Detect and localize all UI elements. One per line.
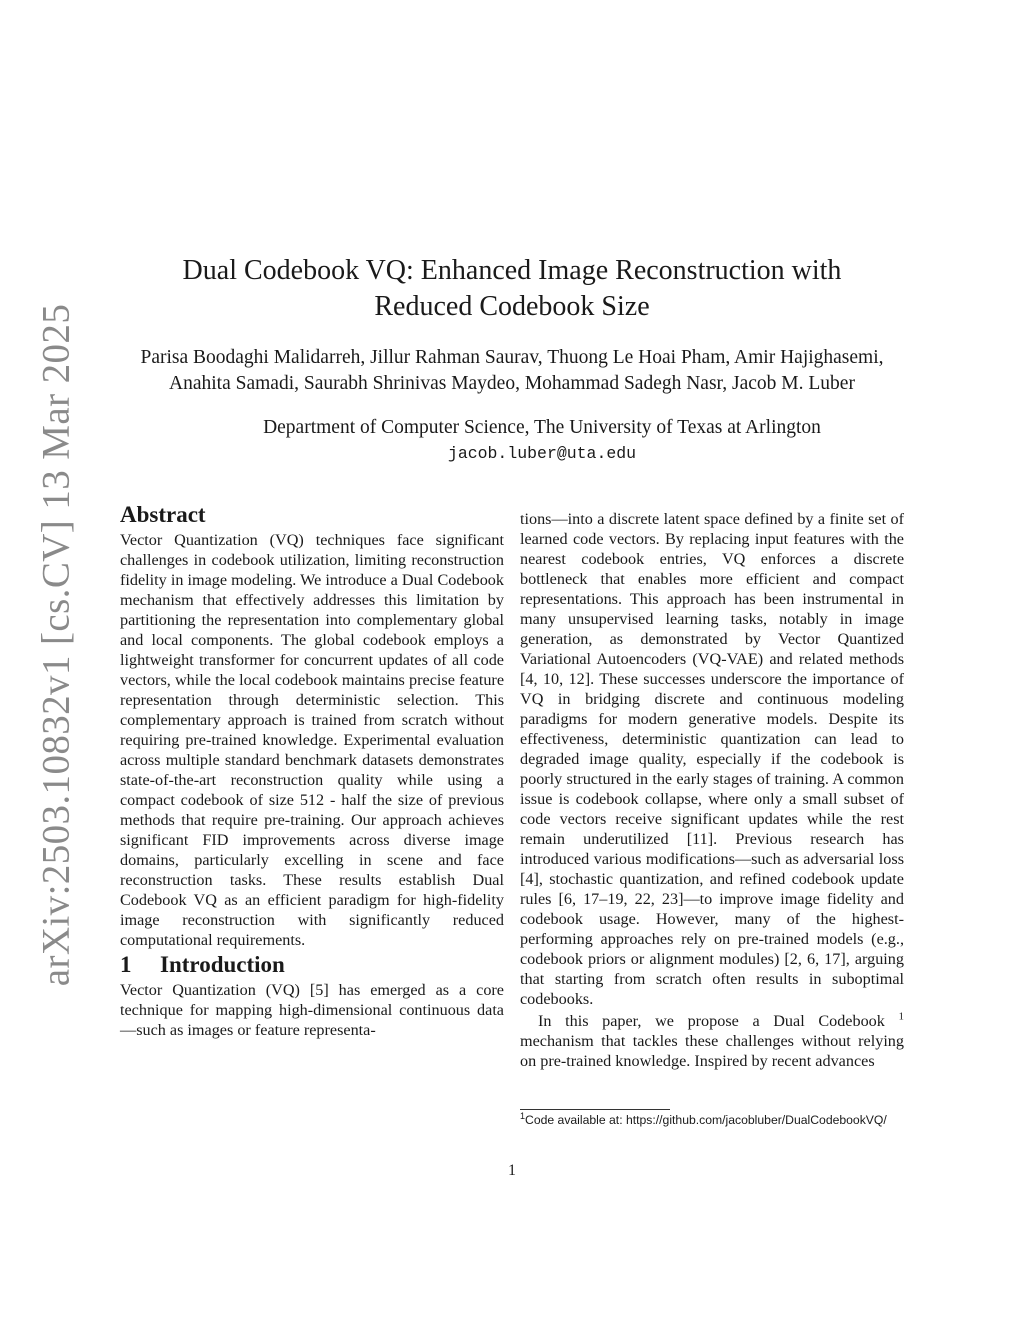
footnote-mark: 1 <box>520 1110 526 1121</box>
footnote-divider <box>520 1109 670 1110</box>
author-email: jacob.luber@uta.edu <box>447 444 637 463</box>
footnote-text[interactable]: Code available at: https://github.com/jacobluber/DualCodebookVQ/ <box>525 1113 887 1127</box>
abstract-body: Vector Quantization (VQ) techniques face significant challenges in codebook utilization, limiting reconstruction fidelity in image modeling. We introduce a Dual Codebook mechanism that effectively addresses this limitation by partitioning the representation into complementary global and local components. The global codebook employs a lightweight transformer for concurrent updates of all code vectors, while the local codebook maintains precise feature representation through deterministic selection. This complementary approach is trained from scratch without requiring pre-trained knowledge. Experimental evaluation across multiple standard benchmark datasets demonstrates state-of-the-art reconstruction quality while using a compact codebook of size 512 - half the size of previous methods that require pre-training. Our approach achieves significant FID improvements across diverse image domains, particularly excelling in scene and face reconstruction tasks. These results establish Dual Codebook VQ as an efficient paradigm for high-fidelity image reconstruction with significantly reduced computational requirements. <box>120 531 504 949</box>
para2-rest: mechanism that tackles these challenges without relying on pre-trained knowledge. Inspired by recent advances <box>520 1032 904 1070</box>
authors-line-1: Parisa Boodaghi Malidarreh, Jillur Rahman Saurav, Thuong Le Hoai Pham, Amir Hajighasemi, <box>140 347 884 368</box>
abstract-heading: Abstract <box>120 502 206 527</box>
title-line-1: Dual Codebook VQ: Enhanced Image Reconstruction with <box>182 255 842 286</box>
intro-paragraph-2 <box>520 1011 904 1071</box>
left-column <box>120 500 504 1040</box>
paper-title <box>110 253 914 325</box>
para2-start: In this paper, we propose a Dual Codebook <box>538 1012 885 1030</box>
introduction-heading <box>120 950 504 980</box>
author-list <box>110 345 914 397</box>
footnote-reference[interactable]: 1 <box>898 1010 904 1023</box>
section-title: Introduction <box>160 952 285 977</box>
department: Department of Computer Science, The University of Texas at Arlington <box>263 417 821 438</box>
section-number: 1 <box>120 952 132 977</box>
intro-paragraph-1-start: Vector Quantization (VQ) [5] has emerged as a core technique for mapping high-dimensional continuous data—such as images or feature representa- <box>120 981 504 1039</box>
affiliation-block <box>110 415 974 467</box>
right-column <box>520 509 904 1071</box>
intro-paragraph-1-continued: tions—into a discrete latent space defined by a finite set of learned code vectors. By replacing input features with the nearest codebook entries, VQ enforces a discrete bottleneck that enables more efficient and compact representations. This approach has been instrumental in many unsupervised learning tasks, notably in image generation, as demonstrated by Vector Quantized Variational Autoencoders (VQ-VAE) and related methods [4, 10, 12]. These successes underscore the importance of VQ in bridging discrete and continuous modeling paradigms for modern generative models. Despite its effectiveness, deterministic quantization can lead to degraded image quality, especially if the codebook is poorly structured in the early stages of training. A common issue is codebook collapse, where only a small subset of code vectors receive significant updates while the rest remain underutilized [11]. Previous research has introduced various modifications—such as adversarial loss [4], stochastic quantization, and refined codebook update rules [6, 17–19, 22, 23]—to improve image fidelity and codebook usage. However, many of the highest-performing approaches rely on pre-trained models (e.g., codebook priors or alignment modules) [2, 6, 17], arguing that starting from scratch often results in suboptimal codebooks. <box>520 510 904 1008</box>
page-number: 1 <box>508 1162 516 1179</box>
footnote <box>520 1112 990 1128</box>
arxiv-side-stamp: arXiv:2503.10832v1 [cs.CV] 13 Mar 2025 <box>34 303 78 987</box>
title-line-2: Reduced Codebook Size <box>374 291 650 322</box>
authors-line-2: Anahita Samadi, Saurabh Shrinivas Maydeo, Mohammad Sadegh Nasr, Jacob M. Luber <box>169 373 855 394</box>
